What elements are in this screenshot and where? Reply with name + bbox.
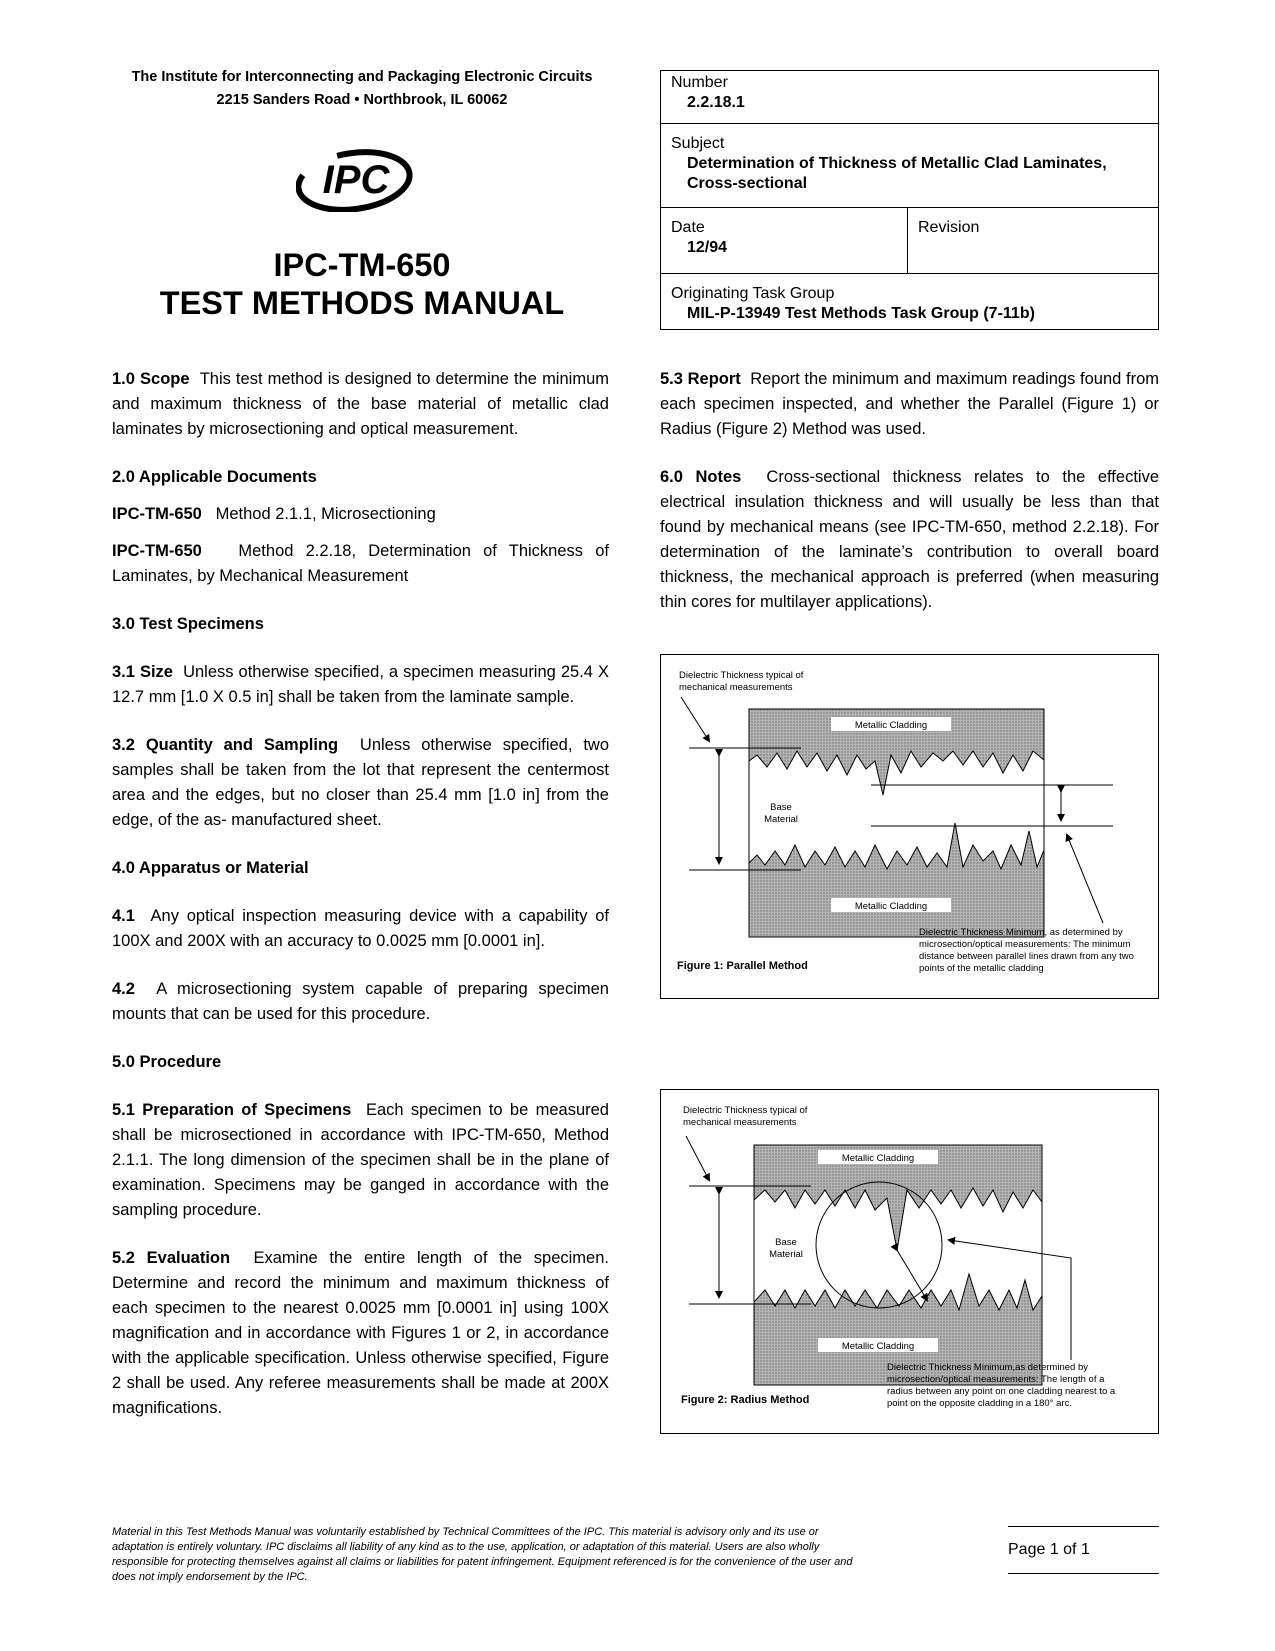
apparatus-41-heading: 4.1 xyxy=(112,907,135,925)
figure-2-min-note: Dielectric Thickness Minimum,as determined by microsection/optical measurements: The length of a radius between any point on one cladding nearest to a point on the opposite cladding in a 180° arc. xyxy=(887,1362,1116,1409)
title-line-2: TEST METHODS MANUAL xyxy=(159,285,565,321)
bottom-cladding-label: Metallic Cladding xyxy=(854,901,928,912)
sampling-heading: 3.2 Quantity and Sampling xyxy=(112,736,339,754)
page-number: Page 1 of 1 xyxy=(1008,1526,1159,1574)
number-label: Number xyxy=(671,74,728,91)
apparatus-42-text: A microsectioning system capable of preparing specimen mounts that can be used for this procedure. xyxy=(112,980,609,1023)
figure-2 xyxy=(660,1089,1159,1434)
doc-id: IPC-TM-650 xyxy=(112,542,202,560)
preparation-heading: 5.1 Preparation of Specimens xyxy=(112,1101,352,1119)
subject-cell xyxy=(661,124,1158,206)
pointer-line xyxy=(686,1136,709,1180)
report-text: Report the minimum and maximum readings found from each specimen inspected, and whether the Parallel (Figure 1) or Radius (Figure 2) Method was used. xyxy=(660,370,1160,438)
subject-value: Determination of Thickness of Metallic Clad Laminates, Cross-sectional xyxy=(687,155,1107,192)
notes-paragraph xyxy=(660,465,1159,615)
revision-label: Revision xyxy=(918,219,980,236)
base-material-label-1: Base xyxy=(770,802,792,813)
figure-1-top-note: Dielectric Thickness typical of mechanical measurements xyxy=(679,670,804,693)
sampling-text: Unless otherwise specified, two samples shall be taken from the lot that represent the centermost area and the edges, but no closer than 25.4 mm [1.0 in] from the edge, of the as- manufactured sheet. xyxy=(112,736,610,829)
document-info-box xyxy=(660,70,1159,330)
sampling-paragraph xyxy=(112,733,609,833)
figure-1-caption: Figure 1: Parallel Method xyxy=(677,960,808,972)
base-material-label-1: Base xyxy=(775,1237,797,1248)
evaluation-paragraph xyxy=(112,1246,609,1421)
pointer-line xyxy=(681,697,709,741)
figure-1 xyxy=(660,654,1159,999)
figure-2-caption: Figure 2: Radius Method xyxy=(681,1394,810,1406)
evaluation-text: Examine the entire length of the specimen. Determine and record the minimum and maximum thickness of each specimen to the nearest 0.0025 mm [0.0001 in] using 100X magnification and in accordance with Figures 1 or 2, in accordance with the applicable specification. Unless otherwise specified, Figure 2 shall be used. Any referee measurements shall be made at 200X magnifications. xyxy=(112,1249,609,1417)
date-cell xyxy=(661,208,907,272)
applicable-docs-heading: 2.0 Applicable Documents xyxy=(112,468,317,486)
apparatus-42-paragraph xyxy=(112,977,609,1027)
scope-heading: 1.0 Scope xyxy=(112,370,190,388)
title-line-1: IPC-TM-650 xyxy=(273,247,451,283)
footer-disclaimer: Material in this Test Methods Manual was voluntarily established by Technical Committees of the IPC. This material is advisory only and its use or adaptation is entirely voluntary. IPC disclaims all liability of any kind as to the use, application, or adaptation of this material. Users are also wholly responsible for protecting themselves against all claims or liabilities for patent infringement. Equipment referenced is for the convenience of the user and does not imply endorsement by the IPC. xyxy=(112,1526,853,1583)
organization-header xyxy=(112,66,612,112)
org-address: 2215 Sanders Road • Northbrook, IL 60062 xyxy=(216,92,508,108)
right-column xyxy=(660,367,1159,615)
number-cell xyxy=(661,71,1158,123)
notes-text: Cross-sectional thickness relates to the effective electrical insulation thickness and will usually be less than that found by mechanical means (see IPC-TM-650, method 2.2.18). For determination of the laminate’s contribution to overall board thickness, the mechanical approach is preferred (when measuring thin cores for multilayer applications). xyxy=(660,468,1159,611)
top-cladding-label: Metallic Cladding xyxy=(854,720,928,731)
doc-title: Method 2.1.1, Microsectioning xyxy=(215,505,436,523)
apparatus-41-text: Any optical inspection measuring device with a capability of 100X and 200X with an accuracy to 0.0025 mm [0.0001 in]. xyxy=(112,907,610,950)
number-value: 2.2.18.1 xyxy=(687,94,745,111)
report-heading: 5.3 Report xyxy=(660,370,741,388)
size-paragraph xyxy=(112,660,609,710)
date-label: Date xyxy=(671,219,705,236)
subject-label: Subject xyxy=(671,135,725,152)
bottom-cladding-label: Metallic Cladding xyxy=(841,1341,915,1352)
size-heading: 3.1 Size xyxy=(112,663,173,681)
task-group-value: MIL-P-13949 Test Methods Task Group (7-11b) xyxy=(687,305,1035,322)
base-material-label-2: Material xyxy=(769,1249,803,1260)
base-material-label-2: Material xyxy=(764,814,798,825)
procedure-heading: 5.0 Procedure xyxy=(112,1053,222,1071)
manual-title xyxy=(112,246,612,322)
figure-1-min-note: Dielectric Thickness Minimum, as determined by microsection/optical measurements: The minimum distance between parallel lines drawn from any two points of the metallic cladding xyxy=(919,927,1134,974)
pointer-line xyxy=(1067,835,1103,923)
evaluation-heading: 5.2 Evaluation xyxy=(112,1249,231,1267)
scope-text: This test method is designed to determine the minimum and maximum thickness of the base material of metallic clad laminates by microsectioning and optical measurement. xyxy=(112,370,609,438)
test-specimens-heading: 3.0 Test Specimens xyxy=(112,615,264,633)
doc-title: Method 2.2.18, Determination of Thickness of Laminates, by Mechanical Measurement xyxy=(112,542,609,585)
ipc-logo xyxy=(296,148,416,212)
apparatus-41-paragraph xyxy=(112,904,609,954)
report-paragraph xyxy=(660,367,1159,442)
notes-heading: 6.0 Notes xyxy=(660,468,742,486)
preparation-paragraph xyxy=(112,1098,609,1223)
doc-id: IPC-TM-650 xyxy=(112,505,202,523)
doc-reference xyxy=(112,502,609,527)
task-group-label: Originating Task Group xyxy=(671,285,835,302)
figure-2-top-note: Dielectric Thickness typical of mechanical measurements xyxy=(683,1105,808,1128)
apparatus-heading: 4.0 Apparatus or Material xyxy=(112,859,309,877)
org-name: The Institute for Interconnecting and Packaging Electronic Circuits xyxy=(131,69,593,85)
preparation-text: Each specimen to be measured shall be microsectioned in accordance with IPC-TM-650, Method 2.1.1. The long dimension of the specimen shall be in the plane of examination. Specimens may be ganged in accordance with the sampling procedure. xyxy=(112,1101,609,1219)
doc-reference xyxy=(112,539,609,589)
size-text: Unless otherwise specified, a specimen measuring 25.4 X 12.7 mm [1.0 X 0.5 in] shall be taken from the laminate sample. xyxy=(112,663,610,706)
top-cladding-label: Metallic Cladding xyxy=(841,1153,915,1164)
revision-cell xyxy=(908,208,1158,272)
apparatus-42-heading: 4.2 xyxy=(112,980,135,998)
scope-paragraph xyxy=(112,367,609,442)
date-value: 12/94 xyxy=(687,239,728,256)
logo-text: IPC xyxy=(322,158,390,202)
left-column xyxy=(112,367,609,1421)
task-group-cell xyxy=(661,274,1158,329)
